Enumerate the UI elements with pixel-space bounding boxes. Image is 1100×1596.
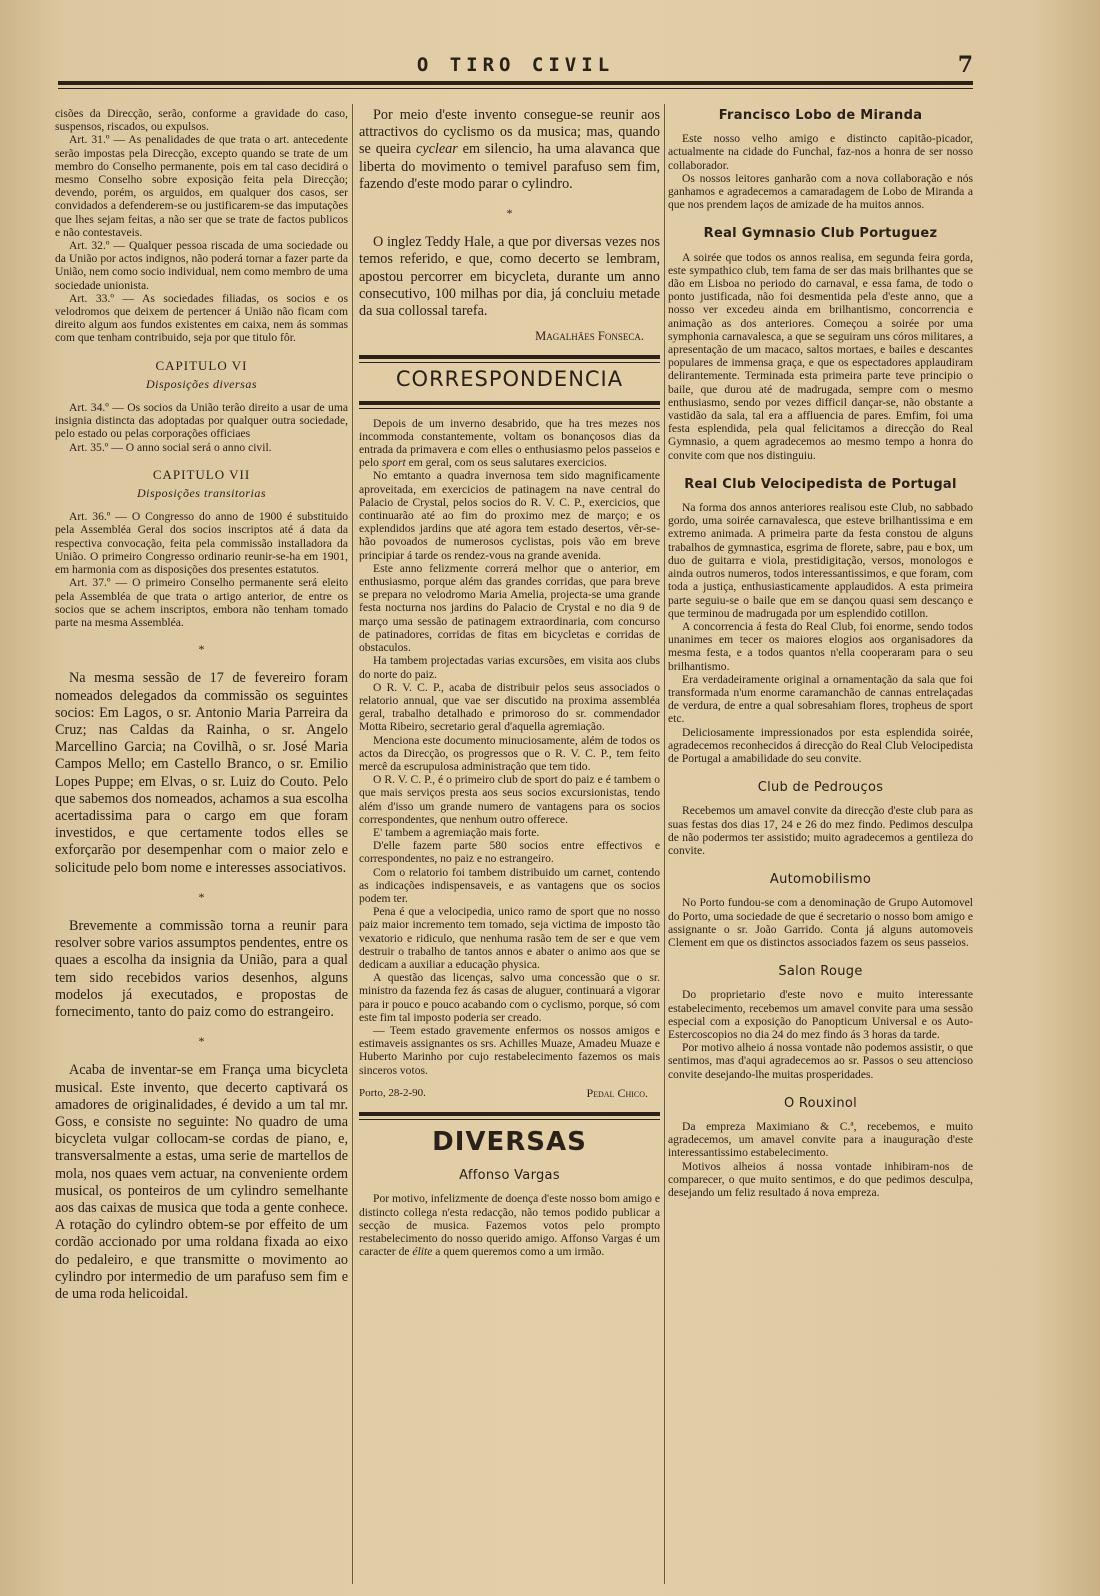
paragraph bbox=[359, 107, 660, 193]
paragraph: Recebemos um amavel convite da direcção d'este club para as suas festas dos dias 17, 24 e 26 do mez findo. Pedimos desculpa de não podermos ter assistido; muito agradecemos a gentileza do convite. bbox=[668, 804, 973, 857]
paragraph: Era verdadeiramente original a ornamentação da sala que foi transformada n'um enorme caramanchão de cannas entrelaçadas de verdura, de entre a qual sobresahiam flores, tropheus de sport etc. bbox=[668, 672, 973, 726]
text-run: a quem queremos como a um irmão. bbox=[432, 1245, 605, 1259]
section-heading: Affonso Vargas bbox=[459, 1168, 560, 1184]
section-heading: Real Club Velocipedista de Portugal bbox=[684, 476, 957, 492]
paragraph: A soirée que todos os annos realisa, em segunda feira gorda, este sympathico club, tem fama de ser das mais brilhantes que se dão em Lisboa no periodo do carnaval, e essa fama, de todo o ponto justificada, não foi desmentida pela d'este anno, que a nosso ver excedeu ainda em brilhantismo, concorrencia e animação as dos anteriores. Começou a soirée por uma symphonia carnavalesca, a que se seguiram uns córos militares, a apresentação de um macaco, saltos mortaes, e bailes e descantes populares de immensa graça, e que os espectadores applaudiram delirantemente. Terminada esta primeira parte teve principio o baile, que durou até de madrugada, sempre com o mesmo enthusiasmo, sendo por vezes difficil dançar-se, não obstante a vastidão da sala, tal era a affluencia de pares. Emfim, foi uma festa esplendida, pela qual felicitamos a direcção do Real Gymnasio, a quem agradecemos ao mesmo tempo a honra do convite com que nos distinguiu. bbox=[668, 250, 973, 462]
section-heading: Francisco Lobo de Miranda bbox=[718, 108, 923, 123]
text-run: em silencio, ha uma alavanca que liberta do movimento o temivel parafuso sem fim, fazendo d'este modo parar o cylindro. bbox=[359, 141, 660, 192]
banner-rule-thin bbox=[359, 362, 660, 363]
signature-name: Pedal Chico. bbox=[586, 1085, 648, 1100]
paragraph: Ha tambem projectadas varias excursões, em visita aos clubs do norte do paiz. bbox=[359, 654, 660, 681]
section-separator: * bbox=[198, 889, 205, 904]
paragraph: Art. 32.º — Qualquer pessoa riscada de uma sociedade ou da União por actos indignos, não poderá tornar a fazer parte da União, nem como socio individual, nem como membro de uma sociedade unionista. bbox=[55, 239, 348, 292]
paragraph: Menciona este documento minuciosamente, além de todos os actos da Direcção, os progressos que o R. V. C. P., tem feito mercê da escrupulosa administração que tem tido. bbox=[359, 733, 660, 773]
banner-rule-thin bbox=[359, 1119, 660, 1120]
paragraph: Os nossos leitores ganharão com a nova collaboração e nós ganhamos e agradecemos a camaradagem de Lobo de Miranda a que nos prendem laços de amizade de ha muitos annos. bbox=[668, 171, 973, 212]
paragraph: — Teem estado gravemente enfermos os nossos amigos e estimaveis assignantes os srs. Achilles Muaze, Amadeu Muaze e Huberto Marinho por cujo restabelecimento fazemos os mais sinceros votos. bbox=[359, 1023, 660, 1077]
emphasis: sport bbox=[381, 456, 406, 470]
section-separator: * bbox=[506, 206, 513, 221]
paragraph: Deliciosamente impressionados por esta esplendida soirée, agradecemos reconhecidos á direcção do Real Club Velocipedista de Portugal a amabilidade do seu convite. bbox=[668, 725, 973, 765]
author-signature: Magalhães Fonseca. bbox=[535, 329, 644, 344]
correspondence-signature bbox=[359, 1087, 660, 1100]
paragraph: O R. V. C. P., acaba de distribuir pelos seus associados o relatorio annual, que vae ser discutido na proxima assembléa geral, trabalho detalhado e primoroso do sr. commendador Motta Ribeiro, secretario geral d'aquella agremiação. bbox=[359, 680, 660, 734]
paragraph: Na mesma sessão de 17 de fevereiro foram nomeados delegados da commissão os seguintes socios: Em Lagos, o sr. Antonio Maria Parreira da Cruz; nas Caldas da Rainha, o sr. Angelo Marcellino Garcia; na Covilhã, o sr. José Maria Campos Mello; em Castello Branco, o sr. Emilio Lopes Puppe; em Elvas, o sr. Luiz do Couto. Pelo que sabemos dos nomeados, achamos a sua escolha acertadissima para o cargo em que foram investidos, e que certamente todos elles se exforçarão por desempenhar com o maior zelo e solicitude pelo bom nome e interesses associativos. bbox=[55, 670, 348, 876]
newspaper-title: O TIRO CIVIL bbox=[416, 54, 615, 76]
paragraph: Da empreza Maximiano & C.ª, recebemos, e muito agradecemos, um amavel convite para a inauguração d'este interessantissimo estabelecimento. bbox=[668, 1120, 973, 1160]
paragraph: Com o relatorio foi tambem distribuido um carnet, contendo as indicações indispensaveis, e as vantagens que os socios podem ter. bbox=[359, 865, 660, 905]
column-left bbox=[55, 107, 348, 1587]
page-header bbox=[58, 54, 973, 94]
header-rule-thin bbox=[58, 88, 973, 89]
paragraph: A questão das licenças, salvo uma concessão que o sr. ministro da fazenda fez ás casas de aluguer, continuará a vigorar para ir pouco e pouco acabando com o cyclismo, porque, só com este fim tal imposto poderia ser creado. bbox=[359, 971, 660, 1024]
paragraph: Este nosso velho amigo e distincto capitão-picador, actualmente na cidade do Funchal, faz-nos a honra de ser nosso collaborador. bbox=[668, 132, 973, 172]
paragraph: cisões da Direcção, serão, conforme a gravidade do caso, suspensos, riscados, ou expulsos. bbox=[55, 107, 348, 134]
chapter-heading: CAPITULO VII bbox=[152, 466, 251, 482]
section-heading: O Rouxinol bbox=[783, 1095, 858, 1111]
section-separator: * bbox=[198, 1034, 205, 1049]
column-divider bbox=[352, 104, 353, 1584]
chapter-subheading: Disposições transitorias bbox=[136, 486, 266, 501]
text-run: Por motivo, infelizmente de doença d'este nosso bom amigo e distincto collega n'esta redacção, não temos podido publicar a secção de musica. Fazemos votos pelo prompto restabelecimento do nosso querido amigo. Affonso Vargas é um caracter de bbox=[359, 1192, 660, 1259]
text-run: Por meio d'este invento consegue-se reunir aos attractivos do cyclismo os da musica; mas, quando se queira bbox=[359, 107, 660, 158]
paragraph: E' tambem a agremiação mais forte. bbox=[373, 825, 540, 839]
spacer bbox=[668, 765, 973, 779]
paragraph: A concorrencia á festa do Real Club, foi enorme, sendo todos unanimes em tecer os maiores elogios aos organisadores da mesma festa, e a todos quantos n'ella cooperaram para o seu brilhantismo. bbox=[668, 619, 973, 673]
paragraph: Art. 33.º — As sociedades filiadas, os socios e os velodromos que deixem de pertencer á União não ficam com direito algum aos fundos existentes em caixa, nem ás sommas com que tenham contribuido, seja por que titulo fôr. bbox=[55, 291, 348, 345]
emphasis: élite bbox=[412, 1245, 433, 1259]
chapter-heading: CAPITULO VI bbox=[155, 357, 248, 373]
paragraph bbox=[359, 1192, 660, 1258]
banner-rule-thin bbox=[359, 408, 660, 409]
chapter-subheading: Disposições diversas bbox=[146, 376, 257, 391]
paragraph: Na forma dos annos anteriores realisou este Club, no sabbado gordo, uma soirée carnavalesca, que esteve brilhantissima e em extremo animada. A primeira parte da festa constou de alguns trabalhos de gymnastica, esgrima de florete, sabre, pau e box, um duo de guitarra e viola, prestidigitação, versos, monologos e ainda outros numeros, todos interessantissimos, e que foram, com toda a justiça, enthusiasticamente applaudidos. A esta primeira parte seguiu-se o baile que em se dançou quasi sem descanço e que terminou de madrugada por um esplendido cotillon. bbox=[668, 501, 973, 620]
section-heading: Real Gymnasio Club Portuguez bbox=[703, 226, 938, 242]
section-separator: * bbox=[198, 642, 205, 657]
paragraph: Do proprietario d'este novo e muito interessante estabelecimento, recebemos um amavel convite para uma sessão especial com a exposição do Panopticum Universal e os Auto-Estercoscopios no dia 24 do mez findo ás 3 horas da tarde. bbox=[668, 988, 973, 1041]
section-heading: Club de Pedrouços bbox=[757, 780, 884, 796]
paragraph: Acaba de inventar-se em França uma bicycleta musical. Este invento, que decerto captivará os amadores de originalidades, é devido a um tal mr. Goss, e consiste no seguinte: No quadro de uma bicycleta vulgar collocam-se cordas de piano, e, transversalmente a estas, uma serie de martellos de mola, nos quaes vem actuar, na conveniente ordem musical, os ponteiros de um cylindro semelhante aos das caixas de musica que toda a gente conhece. A rotação do cylindro obtem-se por effeito de um cordão accionado por uma roldana fixada ao eixo do pedaleiro, e que transmitte o movimento ao cylindro por intermedio de um parafuso sem fim e de uma roda helicoidal. bbox=[55, 1062, 348, 1303]
paragraph: Art. 35.º — O anno social será o anno civil. bbox=[69, 440, 272, 454]
section-banner-diversas: DIVERSAS bbox=[432, 1127, 587, 1157]
paragraph: Pena é que a velocipedia, unico ramo de sport que no nosso paiz maior incremento tem tomado, seja victima de imposto tão vexatorio e ridiculo, que nenhuma rasão tem de ser e que vem destruir o trabalho de tantos annos e abater o animo aos que se dedicam a auxiliar a educação physica. bbox=[359, 905, 660, 971]
paragraph: Art. 36.º — O Congresso do anno de 1900 é substituido pela Assembléa Geral dos socios inscriptos até á data da respectiva convocação, feita pela commissão installadora da União. O primeiro Congresso ordinario reunir-se-ha em 1901, em harmonia com as disposições dos presentes estatutos. bbox=[55, 510, 348, 577]
paragraph: Brevemente a commissão torna a reunir para resolver sobre varios assumptos pendentes, entre os quaes a escolha da insignia da União, para a qual tem sido recebidos varios desenhos, alguns modelos já executados, e propostas de fornecimento, tanto do paiz como do estrangeiro. bbox=[55, 917, 348, 1020]
paragraph: No Porto fundou-se com a denominação de Grupo Automovel do Porto, uma sociedade de que é secretario o nosso bom amigo e assignante o sr. João Garrido. Conta já alguns automoveis Clement em que os distinctos associados fazem os seus passeios. bbox=[668, 896, 973, 949]
banner-rule bbox=[359, 1112, 660, 1116]
signature-place-date: Porto, 28-2-90. bbox=[359, 1086, 426, 1099]
header-rule bbox=[58, 81, 973, 85]
paragraph: O R. V. C. P., é o primeiro club de sport do paiz e é tambem o que mais serviços presta aos seus socios excursionistas, tendo além d'isso um grande numero de vantagens para os socios correspondentes, que nenhum outro offerece. bbox=[359, 773, 660, 826]
paragraph: Art. 31.º — As penalidades de que trata o art. antecedente serão impostas pela Direcção, excepto quando se trate de um membro do Conselho permanente, pois em tal caso decidirá o mesmo Conselho sobre exposição feita pela Direcção; devendo, porém, os arguidos, em qualquer dos casos, ser convidados a defenderem-se ou justificarem-se das imputações que lhes sejam feitas, a não ser que se trate de factos publicos e não contestaveis. bbox=[55, 133, 348, 239]
paragraph: O inglez Teddy Hale, a que por diversas vezes nos temos referido, e que, como decerto se lembram, apostou percorrer em bicycleta, durante um anno consecutivo, 100 milhas por dia, já concluiu metade da sua collossal tarefa. bbox=[359, 234, 660, 320]
spacer bbox=[668, 1081, 973, 1095]
column-right bbox=[668, 107, 973, 1587]
text-run: Depois de um inverno desabrido, que ha tres mezes nos incommoda constantemente, voltam os bonançosos dias da entrada da primavera e com elles o enthusiasmo pelos passeios e pelo bbox=[359, 416, 660, 470]
paragraph: Motivos alheios á nossa vontade inhibiram-nos de comparecer, o que muito sentimos, e do que pedimos desculpa, desejando um feliz resultado á nova empreza. bbox=[668, 1159, 973, 1200]
section-heading: Automobilismo bbox=[769, 872, 872, 888]
paragraph: D'elle fazem parte 580 socios entre effectivos e correspondentes, no paiz e no estrangeiro. bbox=[359, 839, 660, 866]
paragraph: No emtanto a quadra invernosa tem sido magnificamente aproveitada, em exercicios de patinagem na nave central do Palacio de Crystal, pelos socios do R. V. C. P., exercicios, que continuarão até ao fim do proximo mez de março; e os explendidos jardins que até agora tem estado desertos, vêr-se-hão povoados de numerosos cyclistas, pois vão em breve principiar á tarde os rendez-vous na grande avenida. bbox=[359, 469, 660, 562]
paragraph: Por motivo alheio á nossa vontade não podemos assistir, o que sentimos, mas d'aqui agradecemos ao sr. Passos o seu attencioso convite desejando-lhe muitas prosperidades. bbox=[668, 1041, 973, 1081]
page-number: 7 bbox=[957, 52, 973, 78]
banner-rule bbox=[359, 401, 660, 405]
section-heading: Salon Rouge bbox=[778, 964, 863, 980]
emphasis: cyclear bbox=[416, 141, 458, 158]
spacer bbox=[668, 211, 973, 225]
paragraph: Art. 37.º — O primeiro Conselho permanente será eleito pela Assembléa de que trata o artigo anterior, de entre os socios que se achem inscriptos, embora não tenham tomado parte na mesma Assembléa. bbox=[55, 576, 348, 629]
column-middle bbox=[359, 107, 660, 1587]
spacer bbox=[668, 857, 973, 871]
paragraph: Art. 34.º — Os socios da União terão direito a usar de uma insignia distincta das adoptadas por qualquer outra sociedade, pelo estado ou pelas corporações officiaes bbox=[55, 401, 348, 441]
spacer bbox=[668, 949, 973, 963]
column-divider bbox=[664, 104, 665, 1584]
paragraph bbox=[359, 417, 660, 470]
text-run: em geral, com os seus salutares exercicios. bbox=[405, 456, 607, 470]
paragraph: Este anno felizmente correrá melhor que o anterior, em enthusiasmo, porque além das grandes corridas, que para breve se prepara no velodromo Maria Amelia, projecta-se uma grande festa nocturna nos jardins do Palacio de Crystal e no dia 9 de março uma sessão de patinagem extraordinaria, com concurso de patinadores, corridas de fitas em bicycletas e corridas de obstaculos. bbox=[359, 561, 660, 655]
section-banner-correspondencia: CORRESPONDENCIA bbox=[395, 367, 624, 392]
banner-rule bbox=[359, 355, 660, 359]
spacer bbox=[668, 462, 973, 476]
